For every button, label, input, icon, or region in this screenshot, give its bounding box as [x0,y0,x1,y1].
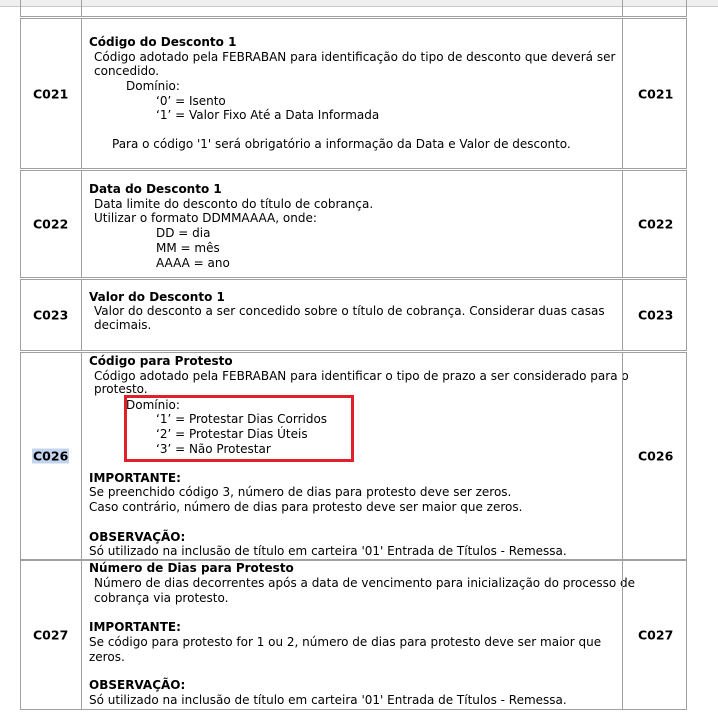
cell-description [81,18,623,169]
cell-description [81,279,623,351]
domain-option: ‘3’ = Não Protestar [156,442,271,456]
table-row [20,279,685,351]
field-code: C021 [33,86,69,101]
highlight-annotation-box [124,395,354,462]
field-note: Para o código '1' será obrigatório a informação da Data e Valor de desconto. [112,137,571,151]
cell-code-left [20,352,82,560]
field-title: Código do Desconto 1 [89,35,237,49]
table-row-partial [20,0,685,17]
field-code: C023 [638,307,674,323]
cell-description [81,170,623,278]
field-description: Código adotado pela FEBRABAN para identificar o tipo de prazo a ser considerado para o [94,369,629,383]
field-description: cobrança via protesto. [94,591,229,605]
cell-description [81,560,636,710]
field-description: Número de dias decorrentes após a data de vencimento para inicialização do processo de [94,576,636,590]
observation-label: OBSERVAÇÃO: [89,530,186,544]
field-title: Código para Protesto [89,354,233,368]
important-text: Se preenchido código 3, número de dias para protesto deve ser zeros. [89,485,512,499]
field-description: Valor do desconto a ser concedido sobre o título de cobrança. Considerar duas casas [94,304,605,318]
domain-option: ‘0’ = Isento [156,94,226,108]
cell-code-left [20,279,82,351]
table-row [20,18,685,169]
field-title: Valor do Desconto 1 [89,290,225,304]
field-code: C027 [33,627,69,643]
observation-text: Só utilizado na inclusão de título em carteira '01' Entrada de Títulos - Remessa. [89,693,567,707]
cell-code-left [20,560,82,710]
format-item: AAAA = ano [156,256,230,270]
field-description: concedido. [94,64,160,78]
format-item: MM = mês [156,241,220,255]
field-code: C027 [638,627,674,643]
field-code: C022 [638,216,674,232]
field-code-selected[interactable]: C026 [33,448,69,464]
cell-code-right [622,352,687,560]
table-row [20,560,685,710]
field-description: Data limite do desconto do título de cobrança. [94,197,374,211]
observation-text: Só utilizado na inclusão de título em carteira '01' Entrada de Títulos - Remessa. [89,544,567,558]
observation-label: OBSERVAÇÃO: [89,678,186,692]
domain-label: Domínio: [126,398,180,412]
cell-code-right [622,0,687,17]
field-description: Utilizar o formato DDMMAAAA, onde: [94,211,317,225]
field-code: C022 [33,216,69,232]
important-text: zeros. [89,650,125,664]
format-item: DD = dia [156,226,211,240]
field-description: protesto. [94,382,148,396]
important-label: IMPORTANTE: [89,471,181,485]
cell-description [81,0,623,17]
cell-code-left [20,18,82,169]
cell-code-left [20,170,82,278]
cell-code-right [622,18,687,169]
important-text: Caso contrário, número de dias para protesto deve ser maior que zeros. [89,500,523,514]
field-code: C026 [638,448,674,464]
field-code: C023 [33,307,69,323]
domain-option: ‘1’ = Valor Fixo Até a Data Informada [156,108,380,122]
field-title: Número de Dias para Protesto [89,561,294,575]
cell-code-right [622,560,687,710]
domain-option: ‘2’ = Protestar Dias Úteis [156,427,308,441]
important-label: IMPORTANTE: [89,620,181,634]
important-text: Se código para protesto for 1 ou 2, número de dias para protesto deve ser maior que [89,635,602,649]
table-row [20,170,685,278]
field-code: C021 [638,86,674,101]
cell-code-right [622,170,687,278]
field-description: Código adotado pela FEBRABAN para identificação do tipo de desconto que deverá ser [94,50,616,64]
cell-code-right [622,279,687,351]
field-title: Data do Desconto 1 [89,182,222,196]
cell-code-left [20,0,82,17]
domain-option: ‘1’ = Protestar Dias Corridos [156,412,328,426]
domain-label: Domínio: [126,79,180,93]
field-description: decimais. [94,318,152,332]
